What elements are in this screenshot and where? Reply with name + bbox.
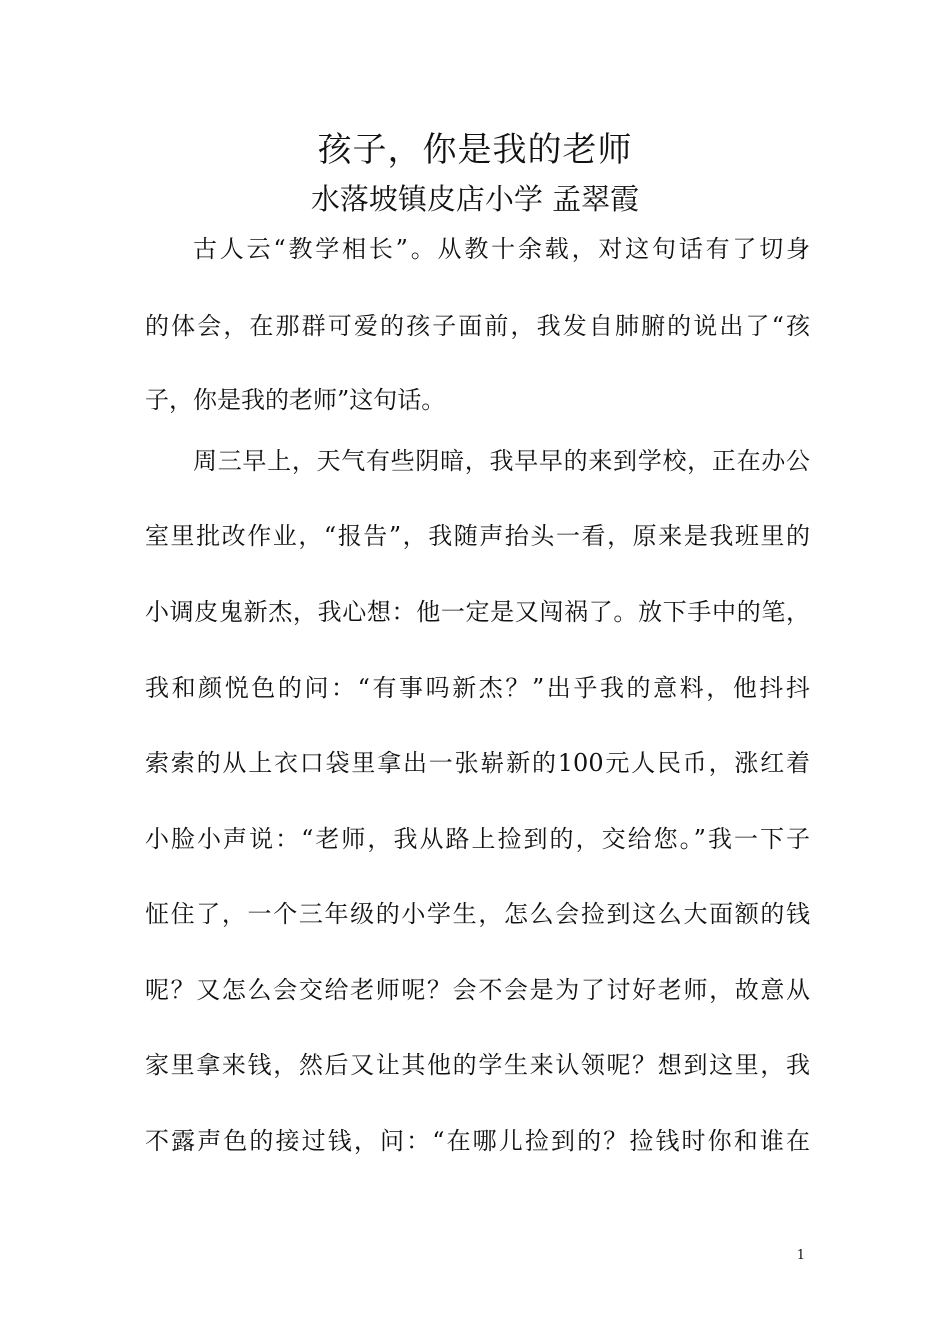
body-line-5: 室里批改作业，“报告”，我随声抬头一看，原来是我班里的 bbox=[145, 522, 810, 550]
body-line-7: 我和颜悦色的问：“有事吗新杰？”出乎我的意料，他抖抖 bbox=[145, 674, 810, 702]
body-line-11: 呢？又怎么会交给老师呢？会不会是为了讨好老师，故意从 bbox=[145, 976, 810, 1004]
body-line-4: 周三早上，天气有些阴暗，我早早的来到学校，正在办公 bbox=[193, 447, 810, 475]
body-line-6: 小调皮鬼新杰，我心想：他一定是又闯祸了。放下手中的笔， bbox=[145, 598, 810, 626]
body-line-13: 不露声色的接过钱，问：“在哪儿捡到的？捡钱时你和谁在 bbox=[145, 1127, 810, 1155]
body-line-10: 怔住了，一个三年级的小学生，怎么会捡到这么大面额的钱 bbox=[145, 900, 810, 928]
body-line-9: 小脸小声说：“老师，我从路上捡到的，交给您。”我一下子 bbox=[145, 825, 810, 853]
author-line: 水落坡镇皮店小学 孟翠霞 bbox=[310, 182, 640, 216]
body-line-3: 子，你是我的老师”这句话。 bbox=[145, 386, 446, 414]
body-line-1: 古人云“教学相长”。从教十余载，对这句话有了切身 bbox=[193, 235, 810, 263]
body-line-8: 索索的从上衣口袋里拿出一张崭新的100元人民币，涨红着 bbox=[145, 749, 810, 777]
page-title: 孩子，你是我的老师 bbox=[317, 130, 633, 170]
page-number: 1 bbox=[796, 1248, 805, 1263]
body-line-12: 家里拿来钱，然后又让其他的学生来认领呢？想到这里，我 bbox=[145, 1051, 810, 1079]
body-line-2: 的体会，在那群可爱的孩子面前，我发自肺腑的说出了“孩 bbox=[145, 312, 810, 340]
